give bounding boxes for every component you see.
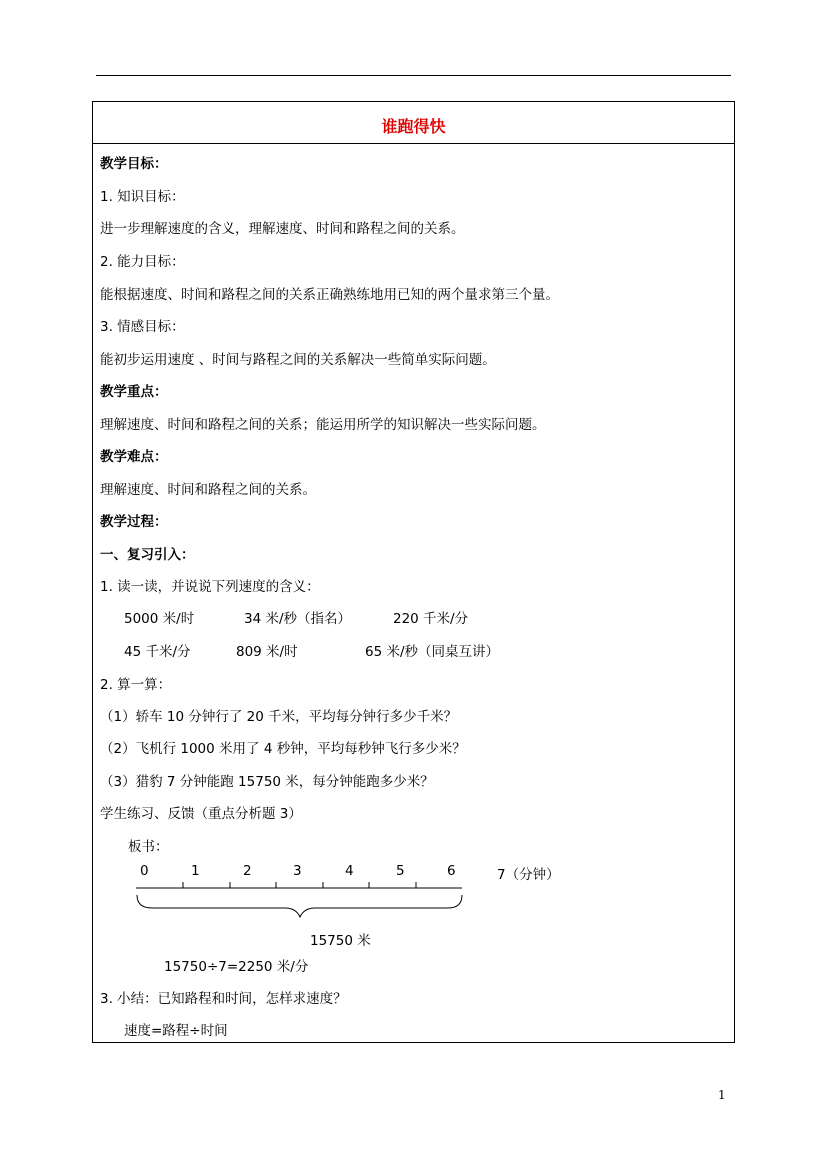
speed-item: 34 米/秒（指名）	[244, 611, 352, 627]
step-1-text: 1. 读一读，并说说下列速度的含义：	[100, 579, 320, 595]
tick-label-4: 4	[345, 863, 354, 879]
speed-item: 5000 米/时	[124, 611, 195, 627]
page-number: 1	[718, 1088, 726, 1102]
speed-item: 809 米/时	[236, 644, 298, 660]
tick-label-5: 5	[396, 863, 405, 879]
division-equation: 15750÷7=2250 米/分	[164, 959, 309, 975]
number-line-end-label: 7（分钟）	[497, 867, 560, 883]
lesson-title: 谁跑得快	[381, 117, 446, 136]
objective-3-label: 3. 情感目标：	[100, 319, 185, 335]
speed-item: 65 米/秒（同桌互讲）	[365, 644, 500, 660]
speed-formula: 速度=路程÷时间	[124, 1023, 228, 1039]
step-2-text: 2. 算一算：	[100, 677, 172, 693]
objectives-heading: 教学目标：	[100, 156, 168, 172]
difficulties-text: 理解速度、时间和路程之间的关系。	[100, 482, 316, 498]
step-3-text: 3. 小结：已知路程和时间，怎样求速度？	[100, 991, 347, 1007]
speed-item: 45 千米/分	[124, 644, 191, 660]
key-points-text: 理解速度、时间和路程之间的关系；能运用所学的知识解决一些实际问题。	[100, 417, 546, 433]
objective-1-text: 进一步理解速度的含义，理解速度、时间和路程之间的关系。	[100, 221, 465, 237]
tick-label-6: 6	[447, 863, 456, 879]
total-distance-label: 15750 米	[310, 933, 371, 949]
question-3: （3）猎豹 7 分钟能跑 15750 米，每分钟能跑多少米？	[100, 774, 434, 790]
process-heading: 教学过程：	[100, 514, 168, 530]
question-2: （2）飞机行 1000 米用了 4 秒钟，平均每秒钟飞行多少米？	[100, 741, 466, 757]
tick-label-3: 3	[293, 863, 302, 879]
question-1: （1）轿车 10 分钟行了 20 千米，平均每分钟行多少千米？	[100, 709, 458, 725]
number-line-ticks	[183, 882, 416, 888]
tick-label-1: 1	[191, 863, 200, 879]
key-points-heading: 教学重点：	[100, 384, 168, 400]
number-line-brace	[137, 895, 462, 917]
objective-3-text: 能初步运用速度 、时间与路程之间的关系解决一些简单实际问题。	[100, 352, 496, 368]
feedback-text: 学生练习、反馈（重点分析题 3）	[100, 806, 302, 822]
tick-label-0: 0	[140, 863, 149, 879]
difficulties-heading: 教学难点：	[100, 449, 168, 465]
objective-2-text: 能根据速度、时间和路程之间的关系正确熟练地用已知的两个量求第三个量。	[100, 287, 559, 303]
speed-item: 220 千米/分	[393, 611, 469, 627]
board-label: 板书：	[128, 839, 169, 855]
objective-2-label: 2. 能力目标：	[100, 254, 185, 270]
section-review-heading: 一、复习引入：	[100, 547, 195, 563]
tick-label-2: 2	[243, 863, 252, 879]
objective-1-label: 1. 知识目标：	[100, 189, 185, 205]
